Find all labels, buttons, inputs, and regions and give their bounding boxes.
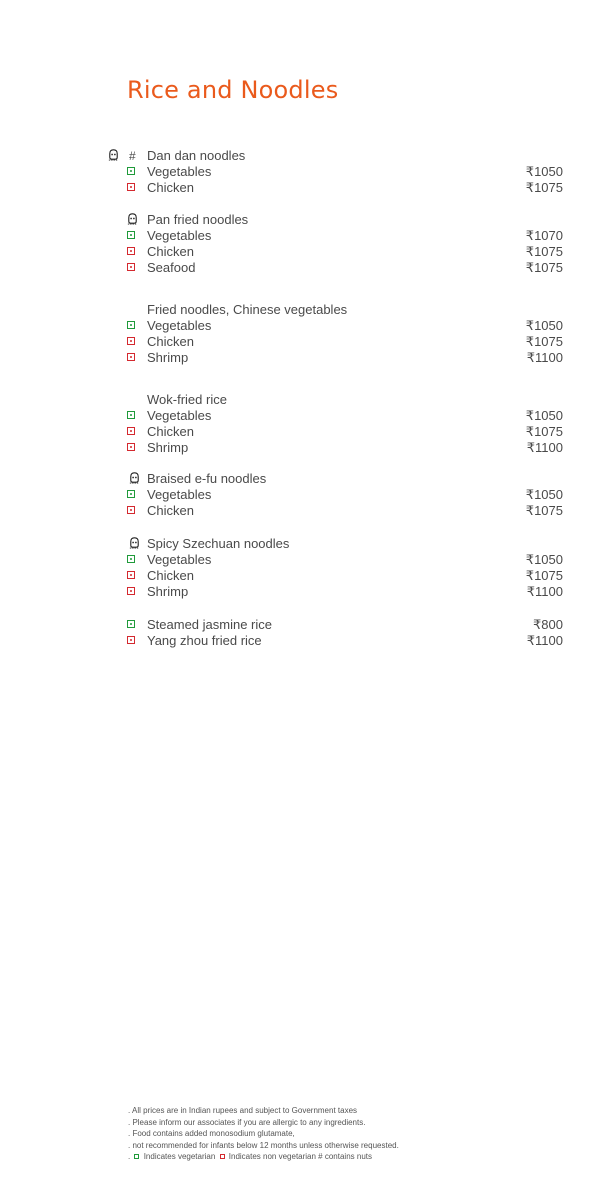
menu-item <box>0 487 596 503</box>
item-label: Shrimp <box>147 440 189 455</box>
menu-item <box>0 334 596 350</box>
menu-item <box>0 440 596 456</box>
menu-item <box>0 244 596 260</box>
item-label: Steamed jasmine rice <box>147 617 272 632</box>
menu-item <box>0 584 596 600</box>
veg-indicator-icon <box>127 620 135 628</box>
item-label: Chicken <box>147 568 194 583</box>
nonveg-indicator-icon <box>127 587 135 595</box>
menu-item <box>0 503 596 519</box>
nonveg-indicator-icon <box>127 443 135 451</box>
section-heading <box>0 471 596 487</box>
footer-nonveg-legend: Indicates non vegetarian # contains nuts <box>228 1152 372 1161</box>
item-label: Yang zhou fried rice <box>147 633 262 648</box>
item-label: Chicken <box>147 180 194 195</box>
dish-name: Spicy Szechuan noodles <box>147 536 290 551</box>
item-price: ₹1050 <box>525 164 563 179</box>
item-price: ₹1100 <box>526 584 563 599</box>
nonveg-indicator-icon <box>220 1154 225 1159</box>
item-price: ₹1070 <box>525 228 563 243</box>
section-heading <box>0 302 596 318</box>
menu-item <box>0 164 596 180</box>
dish-name: Pan fried noodles <box>147 212 249 227</box>
page-title: Rice and Noodles <box>127 76 339 104</box>
nonveg-indicator-icon <box>127 247 135 255</box>
item-price: ₹1100 <box>526 440 563 455</box>
nonveg-indicator-icon <box>127 571 135 579</box>
veg-indicator-icon <box>127 231 135 239</box>
footer-note: . not recommended for infants below 12 months unless otherwise requested. <box>128 1140 399 1150</box>
nonveg-indicator-icon <box>127 636 135 644</box>
section-heading <box>0 536 596 552</box>
item-label: Vegetables <box>147 228 212 243</box>
item-label: Vegetables <box>147 552 212 567</box>
veg-indicator-icon <box>127 167 135 175</box>
item-price: ₹1075 <box>525 424 563 439</box>
nonveg-indicator-icon <box>127 353 135 361</box>
chili-icon <box>107 148 120 161</box>
nonveg-indicator-icon <box>127 263 135 271</box>
veg-indicator-icon <box>127 321 135 329</box>
menu-item <box>0 260 596 276</box>
item-price: ₹1075 <box>525 503 563 518</box>
item-label: Vegetables <box>147 318 212 333</box>
item-label: Seafood <box>147 260 196 275</box>
menu-item <box>0 633 596 649</box>
item-price: ₹800 <box>533 617 563 632</box>
dish-name: Braised e-fu noodles <box>147 471 267 486</box>
item-price: ₹1075 <box>525 334 563 349</box>
item-price: ₹1050 <box>525 487 563 502</box>
item-label: Shrimp <box>147 584 189 599</box>
menu-item <box>0 318 596 334</box>
footer-veg-legend: Indicates vegetarian <box>143 1152 216 1161</box>
footer-prefix: . <box>128 1152 131 1161</box>
menu-item <box>0 424 596 440</box>
menu-item <box>0 350 596 366</box>
item-label: Vegetables <box>147 164 212 179</box>
item-label: Shrimp <box>147 350 189 365</box>
item-price: ₹1050 <box>525 408 563 423</box>
section-heading <box>0 148 596 164</box>
item-price: ₹1100 <box>526 350 563 365</box>
item-price: ₹1075 <box>525 244 563 259</box>
chili-icon <box>128 536 141 549</box>
veg-indicator-icon <box>134 1154 139 1159</box>
nonveg-indicator-icon <box>127 506 135 514</box>
footer-legend <box>128 1151 448 1163</box>
menu-item <box>0 228 596 244</box>
item-label: Chicken <box>147 244 194 259</box>
menu-item <box>0 180 596 196</box>
item-label: Vegetables <box>147 487 212 502</box>
menu-item <box>0 568 596 584</box>
dish-name: Dan dan noodles <box>147 148 246 163</box>
menu-item <box>0 552 596 568</box>
item-price: ₹1050 <box>525 552 563 567</box>
dish-name: Wok-fried rice <box>147 392 227 407</box>
veg-indicator-icon <box>127 555 135 563</box>
nonveg-indicator-icon <box>127 337 135 345</box>
menu-item <box>0 408 596 424</box>
menu-item <box>0 617 596 633</box>
item-price: ₹1075 <box>525 568 563 583</box>
nuts-mark: # <box>129 149 136 163</box>
nonveg-indicator-icon <box>127 183 135 191</box>
veg-indicator-icon <box>127 411 135 419</box>
item-label: Chicken <box>147 503 194 518</box>
item-price: ₹1050 <box>525 318 563 333</box>
item-label: Chicken <box>147 424 194 439</box>
section-heading <box>0 392 596 408</box>
nonveg-indicator-icon <box>127 427 135 435</box>
footer-notes <box>128 1105 448 1163</box>
item-label: Chicken <box>147 334 194 349</box>
item-label: Vegetables <box>147 408 212 423</box>
chili-icon <box>128 471 141 484</box>
item-price: ₹1075 <box>525 260 563 275</box>
item-price: ₹1075 <box>525 180 563 195</box>
footer-note: . All prices are in Indian rupees and subject to Government taxes <box>128 1106 358 1115</box>
chili-icon <box>126 212 139 225</box>
section-heading <box>0 212 596 228</box>
footer-note: . Please inform our associates if you are allergic to any ingredients. <box>128 1117 366 1127</box>
footer-note: . Food contains added monosodium glutamate, <box>128 1129 295 1138</box>
item-price: ₹1100 <box>526 633 563 648</box>
veg-indicator-icon <box>127 490 135 498</box>
dish-name: Fried noodles, Chinese vegetables <box>147 302 348 317</box>
